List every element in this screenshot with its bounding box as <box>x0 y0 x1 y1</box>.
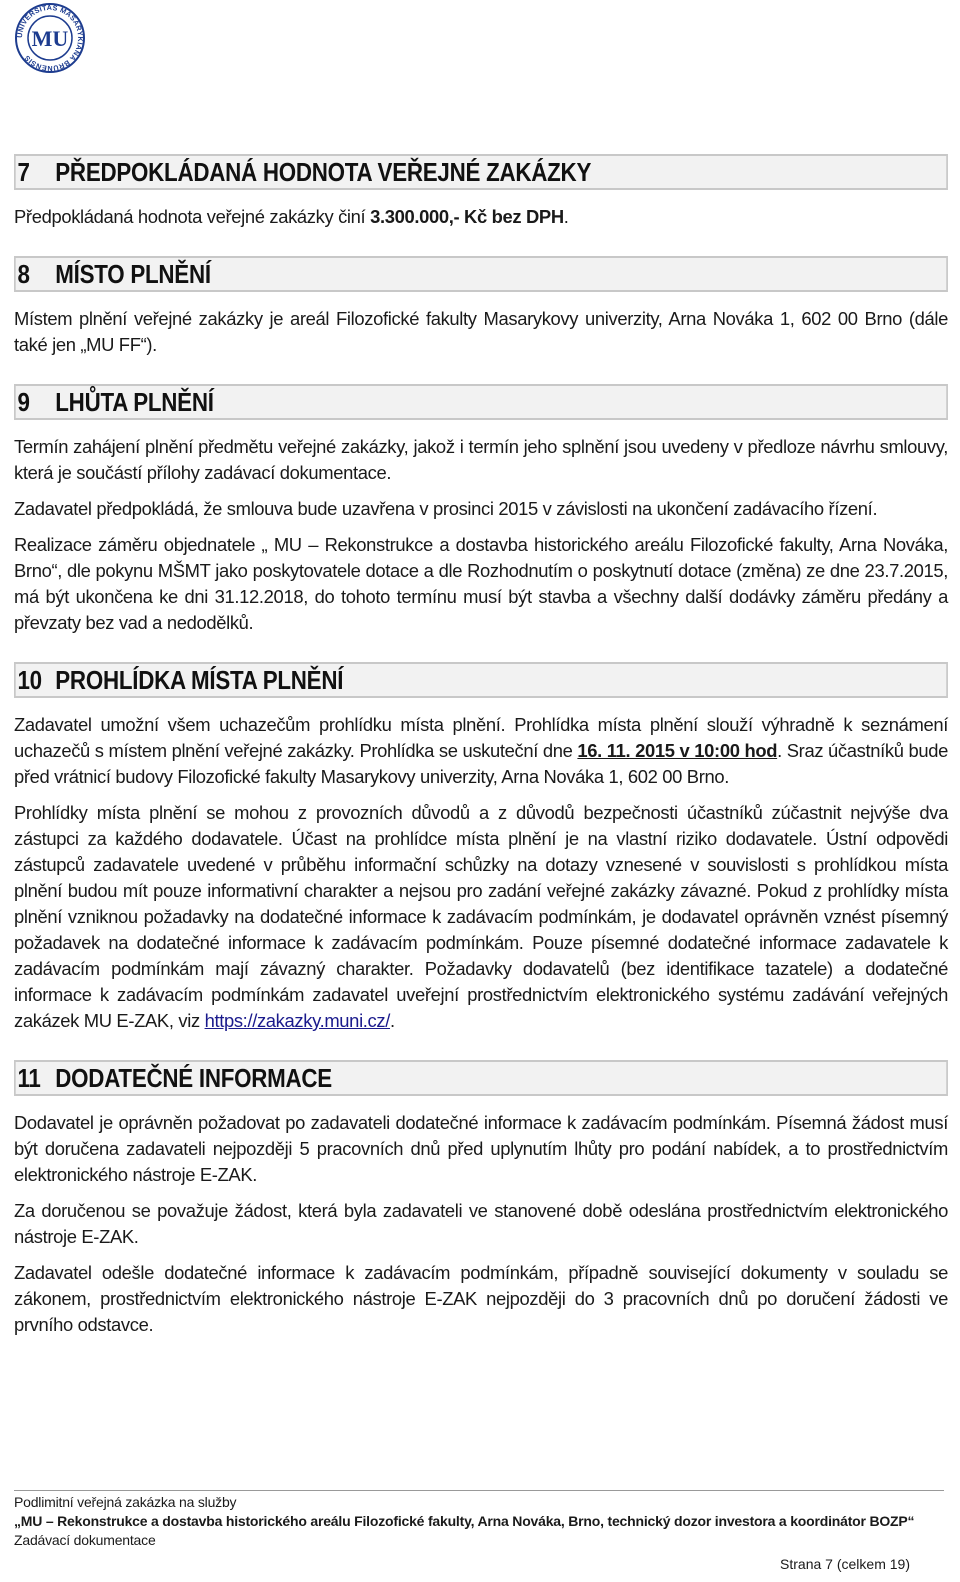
paragraph <box>14 204 948 230</box>
page-number: Strana 7 (celkem 19) <box>780 1556 910 1572</box>
document-body <box>14 154 948 1338</box>
section-9-heading <box>14 384 948 420</box>
paragraph: Zadavatel odešle dodatečné informace k zadávacím podmínkám, případně související dokumenty v souladu se zákonem, prostřednictvím elektronického nástroje E-ZAK nejpozději do 3 pracovních dnů po doručení žádosti ve prvního odstavce. <box>14 1262 948 1335</box>
seal-monogram: MU <box>31 26 69 51</box>
paragraph: Termín zahájení plnění předmětu veřejné zakázky, jakož i termín jeho splnění jsou uvedeny v předloze návrhu smlouvy, která je součástí přílohy zadávací dokumentace. <box>14 436 948 483</box>
paragraph: Dodavatel je oprávněn požadovat po zadavateli dodatečné informace k zadávacím podmínkám. Písemná žádost musí být doručena zadavateli nejpozději 5 pracovních dnů před uplynutím lhůty pro podání nabídek, a to prostřednictvím elektronického nástroje E-ZAK. <box>14 1112 948 1185</box>
paragraph: Zadavatel předpokládá, že smlouva bude uzavřena v prosinci 2015 v závislosti na ukončení zadávacího řízení. <box>14 498 878 519</box>
footer-divider <box>14 1490 944 1491</box>
section-title: PŘEDPOKLÁDANÁ HODNOTA VEŘEJNÉ ZAKÁZKY <box>55 156 592 187</box>
university-seal-icon <box>14 2 86 74</box>
section-10-heading <box>14 662 948 698</box>
section-11-heading <box>14 1060 948 1096</box>
paragraph: Za doručenou se považuje žádost, která byla zadavateli ve stanovené době odeslána prostřednictvím elektronického nástroje E-ZAK. <box>14 1200 948 1247</box>
footer-contract-name: „MU – Rekonstrukce a dostavba historického areálu Filozofické fakulty, Arna Nováka, Brno, technický dozor investora a koordinátor BOZP“ <box>14 1513 915 1529</box>
footer-contract-type: Podlimitní veřejná zakázka na služby <box>14 1494 237 1510</box>
section-number: 10 <box>17 664 42 695</box>
text-run: . Sraz účastníků bude před vrátnicí budovy Filozofické fakulty Masarykovy univerzity, Arna Nováka 1, 602 00 Brno. <box>14 740 948 787</box>
paragraph <box>14 712 948 790</box>
bold-value: 3.300.000,- Kč bez DPH <box>370 206 564 227</box>
page-footer <box>14 1490 944 1572</box>
seal-ring-text: UNIVERSITAS MASARYKIANA BRUNENSIS <box>14 2 86 74</box>
inspection-date: 16. 11. 2015 v 10:00 hod <box>577 740 778 761</box>
section-number: 7 <box>17 156 30 187</box>
paragraph: Místem plnění veřejné zakázky je areál Filozofické fakulty Masarykovy univerzity, Arna Nováka 1, 602 00 Brno (dále také jen „MU FF“). <box>14 308 948 355</box>
text-run: Zadavatel umožní všem uchazečům prohlídku místa plnění. Prohlídka místa plnění slouží výhradně k seznámení uchazečů s místem plnění veřejné zakázky. Prohlídka se uskuteční dne <box>14 714 948 761</box>
section-title: DODATEČNÉ INFORMACE <box>55 1062 332 1093</box>
section-7-heading <box>14 154 948 190</box>
paragraph: Realizace záměru objednatele „ MU – Rekonstrukce a dostavba historického areálu Filozofické fakulty, Arna Nováka, Brno“, dle pokynu MŠMT jako poskytovatele dotace a dle Rozhodnutím o poskytnutí dotace (změna) ze dne 23.7.2015, má být ukončena ke dni 31.12.2018, do tohoto termínu musí být stavba a všechny další dodávky záměru předány a převzaty bez vad a nedodělků. <box>14 534 948 633</box>
section-title: PROHLÍDKA MÍSTA PLNĚNÍ <box>55 664 344 695</box>
text-run: Prohlídky místa plnění se mohou z provozních důvodů a z důvodů bezpečnosti účastníků zúčastnit nejvýše dva zástupci za každého dodavatele. Účast na prohlídce místa plnění je na vlastní riziko dodavatele. Ústní odpovědi zástupců zadavatele uvedené v průběhu informační schůzky na dotazy vznesené v souvislosti s prohlídkou místa plnění budou mít pouze informativní charakter a nejsou pro zadání veřejné zakázky závazné. Pokud z prohlídky místa plnění vzniknou požadavky na dodatečné informace k zadávacím podmínkám, je dodavatel oprávněn vznést písemný požadavek na dodatečné informace k zadávacím podmínkám. Pouze písemné dodatečné informace zadavatele k zadávacím podmínkám mají závazný charakter. Požadavky dodavatelů (bez identifikace tazatele) a dodatečné informace k zadávacím podmínkám zadavatel uveřejní prostřednictvím elektronického systému zadávání veřejných zakázek MU E-ZAK, viz <box>14 802 948 1031</box>
ezak-link[interactable]: https://zakazky.muni.cz/ <box>204 1010 391 1031</box>
section-number: 8 <box>17 258 30 289</box>
text-run: . <box>390 1010 395 1031</box>
text-run: Předpokládaná hodnota veřejné zakázky činí <box>14 206 371 227</box>
footer-document-type: Zadávací dokumentace <box>14 1532 156 1548</box>
section-title: MÍSTO PLNĚNÍ <box>55 258 211 289</box>
text-run: . <box>563 206 569 227</box>
section-8-heading <box>14 256 948 292</box>
section-number: 11 <box>17 1062 41 1093</box>
paragraph <box>14 800 948 1034</box>
section-title: LHŮTA PLNĚNÍ <box>55 386 214 417</box>
section-number: 9 <box>17 386 30 417</box>
